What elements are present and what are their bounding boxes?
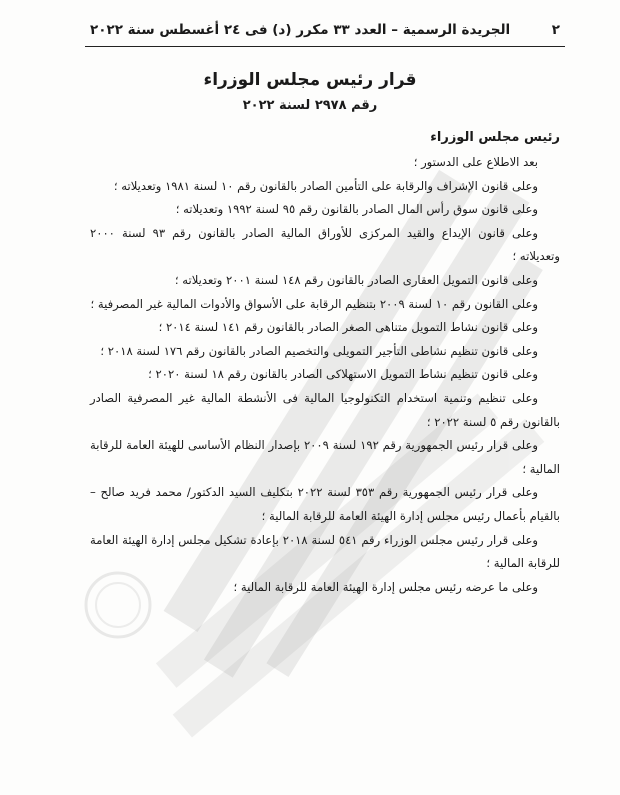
decree-body — [90, 125, 560, 599]
preamble-paragraph: وعلى قانون تنظيم نشاطى التأجير التمويلى والتخصيم الصادر بالقانون رقم ١٧٦ لسنة ٢٠١٨ ؛ — [100, 343, 538, 358]
decree-title: قرار رئيس مجلس الوزراء — [203, 70, 417, 90]
gazette-header — [90, 22, 560, 38]
preamble-paragraph: وعلى قانون التمويل العقارى الصادر بالقانون رقم ١٤٨ لسنة ٢٠٠١ وتعديلاته ؛ — [174, 272, 538, 287]
issuer-heading: رئيس مجلس الوزراء — [430, 130, 560, 145]
preamble-paragraph: وعلى قانون الإيداع والقيد المركزى للأوراق المالية الصادر بالقانون رقم ٩٣ لسنة ٢٠٠٠ وتعديلاته ؛ — [90, 225, 560, 264]
preamble-paragraph: وعلى قانون تنظيم نشاط التمويل الاستهلاكى الصادر بالقانون رقم ١٨ لسنة ٢٠٢٠ ؛ — [148, 367, 538, 382]
header-divider — [85, 46, 565, 47]
decree-number: رقم ٢٩٧٨ لسنة ٢٠٢٢ — [242, 98, 378, 113]
preamble-paragraph: وعلى ما عرضه رئيس مجلس إدارة الهيئة العامة للرقابة المالية ؛ — [233, 579, 538, 594]
preamble-paragraph: وعلى قانون نشاط التمويل متناهى الصغر الصادر بالقانون رقم ١٤١ لسنة ٢٠١٤ ؛ — [158, 320, 538, 335]
preamble-paragraph: وعلى قرار رئيس الجمهورية رقم ١٩٢ لسنة ٢٠٠٩ بإصدار النظام الأساسى للهيئة العامة للرقابة المالية ؛ — [90, 438, 560, 476]
preamble-paragraph: وعلى تنظيم وتنمية استخدام التكنولوجيا المالية فى الأنشطة المالية غير المصرفية الصادر بالقانون رقم ٥ لسنة ٢٠٢٢ ؛ — [90, 390, 560, 429]
gazette-info: الجريدة الرسمية – العدد ٣٣ مكرر (د) فى ٢٤ أغسطس سنة ٢٠٢٢ — [90, 22, 511, 38]
preamble-paragraph: وعلى قرار رئيس الجمهورية رقم ٣٥٣ لسنة ٢٠٢٢ بتكليف السيد الدكتور/ محمد فريد صالح – بالقيام بأعمال رئيس مجلس إدارة الهيئة العامة للرقابة المالية ؛ — [90, 485, 560, 523]
preamble-paragraph: وعلى القانون رقم ١٠ لسنة ٢٠٠٩ بتنظيم الرقابة على الأسواق والأدوات المالية غير المصرفية ؛ — [90, 296, 538, 311]
page-number: ٢ — [551, 22, 560, 38]
preamble-paragraph: وعلى قانون سوق رأس المال الصادر بالقانون رقم ٩٥ لسنة ١٩٩٢ وتعديلاته ؛ — [175, 202, 538, 217]
preamble-paragraph: وعلى قانون الإشراف والرقابة على التأمين الصادر بالقانون رقم ١٠ لسنة ١٩٨١ وتعديلاته ؛ — [113, 178, 538, 193]
preamble-paragraph: وعلى قرار رئيس مجلس الوزراء رقم ٥٤١ لسنة ٢٠١٨ بإعادة تشكيل مجلس إدارة الهيئة العامة للرقابة المالية ؛ — [90, 532, 560, 571]
preamble-paragraph: بعد الاطلاع على الدستور ؛ — [413, 155, 538, 169]
